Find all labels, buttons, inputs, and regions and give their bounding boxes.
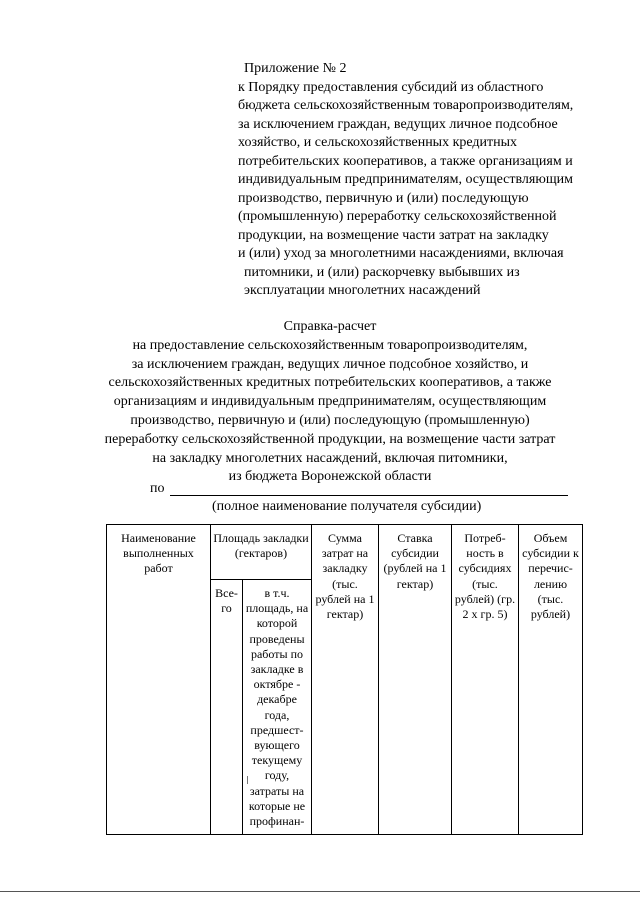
- title-line: сельскохозяйственных кредитных потребительских кооперативов, а также: [108, 375, 552, 391]
- col-header-area-incl: в т.ч. площадь, на которой проведены работы по закладке в октябре - декабре года, предшест-вующего текущему году, затраты на которые не профинан-: [243, 580, 312, 835]
- appendix-line: к Порядку предоставления субсидий из областного: [238, 79, 544, 95]
- col-header-area: Площадь закладки (гектаров): [211, 525, 312, 580]
- appendix-line: за исключением граждан, ведущих личное подсобное: [238, 116, 558, 132]
- title-line: производство, первичную и (или) последующую (промышленную): [130, 412, 530, 428]
- recipient-blank-line: [170, 495, 568, 496]
- title-line: Справка-расчет: [283, 319, 377, 334]
- recipient-caption: (полное наименование получателя субсидии): [212, 499, 482, 514]
- appendix-line: Приложение № 2: [244, 61, 347, 76]
- appendix-line: потребительских кооперативов, а также организациям и: [238, 153, 573, 169]
- col-header-volume: Объем субсидии к перечис-лению (тыс. рублей): [519, 525, 583, 835]
- appendix-header: [238, 60, 628, 301]
- recipient-prefix: по: [150, 481, 165, 496]
- appendix-line: хозяйство, и сельскохозяйственных кредитных: [238, 135, 518, 150]
- col-header-works: Наименование выполненных работ: [107, 525, 211, 835]
- col-header-rate: Ставка субсидии (рублей на 1 гектар): [379, 525, 452, 835]
- page-bottom-edge: [0, 891, 640, 892]
- appendix-line: индивидуальным предпринимателям, осуществляющим: [238, 172, 573, 187]
- title-line: за исключением граждан, ведущих личное подсобное хозяйство, и: [131, 356, 529, 372]
- col-header-area-total: Все-го: [211, 580, 243, 835]
- scan-artifact: [247, 776, 248, 784]
- appendix-line: и (или) уход за многолетними насаждениями, включая: [238, 246, 564, 261]
- col-header-costs: Сумма затрат на закладку (тыс. рублей на 1 гектар): [312, 525, 379, 835]
- document-title: [60, 318, 600, 487]
- title-line: на предоставление сельскохозяйственным товаропроизводителям,: [132, 337, 528, 353]
- title-line: организациям и индивидуальным предпринимателям, осуществляющим: [113, 394, 547, 410]
- appendix-line: (промышленную) переработку сельскохозяйственной: [238, 209, 557, 224]
- appendix-line: производство, первичную и (или) последующую: [238, 190, 529, 206]
- appendix-line: бюджета сельскохозяйственным товаропроизводителям,: [238, 98, 574, 113]
- col-header-need: Потреб-ность в субсидиях (тыс. рублей) (гр. 2 х гр. 5): [452, 525, 519, 835]
- subsidy-table: [106, 524, 583, 835]
- title-line: на закладку многолетних насаждений, включая питомники,: [152, 450, 508, 466]
- appendix-line: питомники, и (или) раскорчевку выбывших из: [244, 264, 520, 280]
- title-line: из бюджета Воронежской области: [228, 469, 432, 485]
- appendix-line: продукции, на возмещение части затрат на закладку: [238, 227, 549, 243]
- appendix-line: эксплуатации многолетних насаждений: [244, 283, 481, 298]
- title-line: переработку сельскохозяйственной продукции, на возмещение части затрат: [104, 431, 556, 447]
